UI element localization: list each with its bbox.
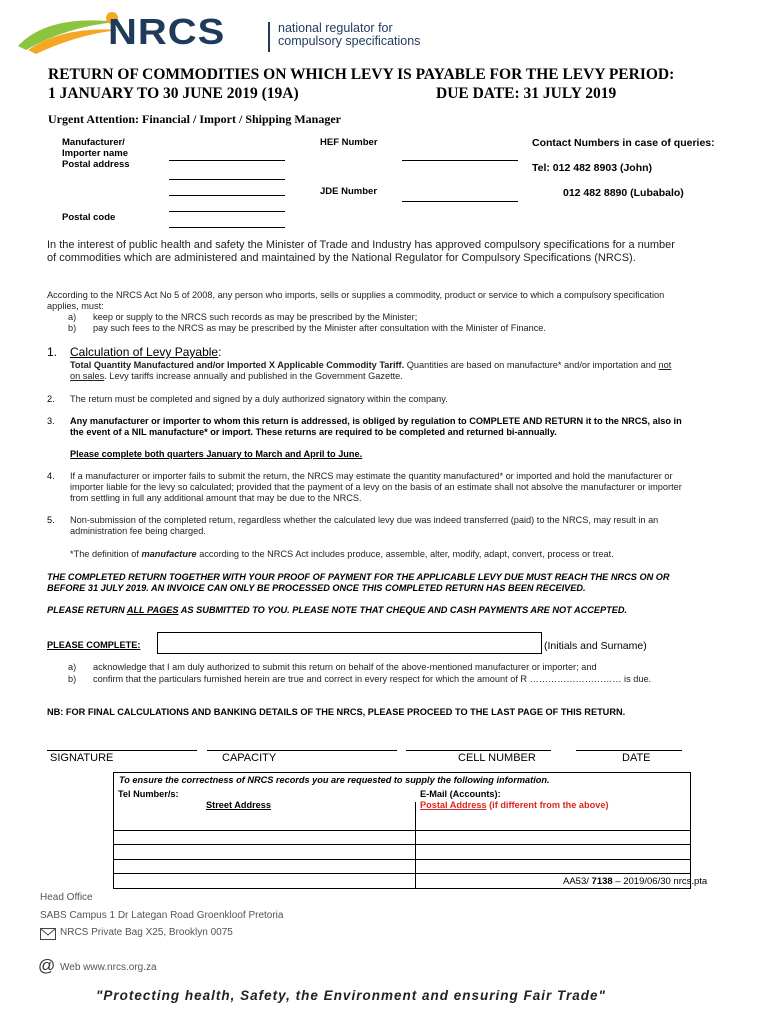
tagline	[278, 22, 420, 48]
jde-label: JDE Number	[320, 186, 378, 197]
act-item-a: keep or supply to the NRCS such records as may be prescribed by the Minister;	[93, 312, 418, 322]
due-date: DUE DATE: 31 JULY 2019	[436, 85, 617, 102]
return-notice: THE COMPLETED RETURN TOGETHER WITH YOUR PROOF OF PAYMENT FOR THE APPLICABLE LEVY DUE MUST REACH THE NRCS ON OR BEFORE 31 JULY 2019. AN INVOICE CAN ONLY BE PROCESSED ONCE THIS COMPLETED RETURN HAS BEEN RECEIVED.	[47, 572, 670, 593]
ref-number: 7138	[591, 876, 613, 887]
contact-tel-1: Tel: 012 482 8903 (John)	[532, 162, 653, 174]
postal-code-field[interactable]	[169, 227, 285, 228]
item-3-text: Any manufacturer or importer to whom this return is addressed, is obliged by regulation to COMPLETE AND RETURN it to the NRCS, also in the event of a NIL manufacture* or import. These returns are required to be completed and returned bi-annually.	[70, 416, 682, 437]
notice-tail: AS SUBMITTED TO YOU. PLEASE NOTE THAT CHEQUE AND CASH PAYMENTS ARE NOT ACCEPTED.	[178, 605, 628, 615]
act-item-b-label: b)	[68, 323, 77, 333]
all-pages: ALL PAGES	[126, 605, 179, 615]
jde-number-field[interactable]	[402, 201, 518, 202]
importer-name-field[interactable]	[169, 160, 285, 161]
confirm-b-text: confirm that the particulars furnished herein are true and correct in every respect for which the amount of R ………………………… is due.	[93, 674, 652, 684]
label-line: Manufacturer/	[62, 137, 125, 148]
tel-number-label: Tel Number/s:	[118, 789, 179, 799]
contact-tel-2: 012 482 8890 (Lubabalo)	[563, 187, 684, 199]
levy-period: 1 JANUARY TO 30 JUNE 2019 (19A)	[48, 85, 299, 102]
table-row	[114, 845, 691, 860]
confirm-b-label: b)	[68, 674, 77, 684]
table-caption: To ensure the correctness of NRCS records you are requested to supply the following information.	[119, 775, 550, 785]
notice-prefix: PLEASE RETURN	[47, 605, 127, 615]
table-cell[interactable]	[416, 845, 691, 860]
section-1-title-text: Calculation of Levy Payable	[70, 345, 219, 359]
label-line: Importer name	[62, 148, 128, 159]
levy-formula-bold: Total Quantity Manufactured and/or Imported X Applicable Commodity Tariff.	[70, 360, 405, 370]
postal-code-label: Postal code	[62, 212, 116, 223]
confirm-a-label: a)	[68, 662, 77, 672]
table-row	[114, 802, 691, 830]
date-line[interactable]	[576, 750, 682, 751]
initials-surname-label: (Initials and Surname)	[544, 640, 647, 652]
table-cell[interactable]	[416, 859, 691, 874]
not-on-sales: not on sales	[70, 360, 672, 381]
table-row	[114, 830, 691, 845]
item-3-quarters: Please complete both quarters January to March and April to June.	[70, 449, 363, 459]
postal-address-field-3[interactable]	[169, 211, 285, 212]
capacity-label: CAPACITY	[222, 752, 277, 764]
cell-number-label: CELL NUMBER	[458, 752, 536, 764]
email-cell[interactable]	[416, 789, 691, 830]
head-office-label: Head Office	[40, 892, 93, 903]
initials-surname-input[interactable]	[157, 632, 542, 654]
date-label: DATE	[622, 752, 651, 764]
item-2-text: The return must be completed and signed by a duly authorized signatory within the company.	[70, 394, 448, 404]
item-4-number: 4.	[47, 471, 55, 481]
capacity-line[interactable]	[207, 750, 397, 751]
levy-formula-text: Quantities are based on manufacture* and/or importation and	[406, 360, 656, 370]
levy-formula-tail: . Levy tariffs increase annually and published in the Government Gazette.	[104, 371, 403, 381]
table-cell[interactable]	[114, 874, 416, 889]
nb-notice: NB: FOR FINAL CALCULATIONS AND BANKING DETAILS OF THE NRCS, PLEASE PROCEED TO THE LAST PAGE OF THIS RETURN.	[47, 707, 626, 717]
hef-label: HEF Number	[320, 137, 378, 148]
item-2-number: 2.	[47, 394, 55, 404]
table-row	[114, 859, 691, 874]
item-5-number: 5.	[47, 515, 55, 525]
section-1-title	[70, 345, 221, 359]
ref-suffix: – 2019/06/30 nrcs.pta	[612, 876, 708, 887]
mail-icon	[40, 927, 56, 945]
brand-name: NRCS	[108, 12, 226, 52]
logo-divider	[268, 22, 270, 52]
at-icon: @	[38, 956, 56, 975]
email-label: E-Mail (Accounts):	[420, 789, 501, 799]
table-cell[interactable]	[416, 830, 691, 845]
table-cell[interactable]	[114, 859, 416, 874]
postal-address-field-2[interactable]	[169, 195, 285, 196]
table-cell[interactable]	[114, 830, 416, 845]
manufacturer-label	[62, 137, 130, 170]
act-item-a-label: a)	[68, 312, 77, 322]
postal-address-field-1[interactable]	[169, 179, 285, 180]
act-item-b: pay such fees to the NRCS as may be prescribed by the Minister after consultation with the Minister of Finance.	[93, 323, 546, 333]
hef-number-field[interactable]	[402, 160, 518, 161]
document-reference	[563, 876, 707, 887]
definition-text: according to the NRCS Act includes produce, assemble, alter, modify, adapt, convert, process or treat.	[196, 549, 614, 559]
tel-number-cell[interactable]	[114, 789, 416, 830]
postal-bag-address: NRCS Private Bag X25, Brooklyn 0075	[60, 927, 233, 938]
contact-heading: Contact Numbers in case of queries:	[532, 137, 715, 149]
street-address-label: Street Address	[206, 800, 272, 810]
postal-address-heading: Postal Address	[420, 800, 487, 810]
definition-term: manufacture	[141, 549, 197, 559]
act-paragraph: According to the NRCS Act No 5 of 2008, any person who imports, sells or supplies a commodity, product or service to which a compulsory specification applies, must:	[47, 290, 665, 311]
confirm-a-text: acknowledge that I am duly authorized to submit this return on behalf of the above-mentioned manufacturer or importer; and	[93, 662, 597, 672]
item-4-text: If a manufacturer or importer fails to submit the return, the NRCS may estimate the quantity manufactured* or imported and hold the manufacturer or importer liable for the levy so calculated; provided that the payment of a levy on the basis of an estimate shall not absolve the manufacturer or importer from settling in full any additional amount that may be due to the NRCS.	[70, 471, 682, 503]
section-1-number: 1.	[47, 345, 58, 359]
postal-address-note: (if different from the above)	[486, 800, 609, 810]
levy-formula	[70, 360, 684, 382]
ref-prefix: AA53/	[563, 876, 592, 887]
footer-slogan: "Protecting health, Safety, the Environment and ensuring Fair Trade"	[96, 988, 606, 1003]
postal-address-label	[420, 800, 686, 811]
item-3-number: 3.	[47, 416, 55, 426]
tagline-line2: compulsory specifications	[278, 34, 421, 48]
definition-prefix: *The definition of	[70, 549, 142, 559]
tagline-line1: national regulator for	[278, 21, 393, 35]
intro-paragraph: In the interest of public health and safety the Minister of Trade and Industry has approved compulsory specifications for a number of commodities which are administered and maintained by the National Regulator for Compulsory Specifications (NRCS).	[47, 239, 675, 264]
table-cell[interactable]	[114, 845, 416, 860]
website-link[interactable]: Web www.nrcs.org.za	[60, 962, 157, 973]
return-all-pages-notice	[47, 605, 684, 616]
signature-label: SIGNATURE	[50, 752, 114, 764]
page-title: RETURN OF COMMODITIES ON WHICH LEVY IS PAYABLE FOR THE LEVY PERIOD:	[48, 66, 675, 83]
item-5-text: Non-submission of the completed return, regardless whether the calculated levy due was indeed transferred (paid) to the NRCS, may result in an administration fee being charged.	[70, 515, 659, 536]
head-office-address: SABS Campus 1 Dr Lategan Road Groenkloof Pretoria	[40, 910, 284, 921]
manufacture-definition	[70, 549, 684, 560]
signature-line[interactable]	[47, 750, 197, 751]
cell-number-line[interactable]	[406, 750, 551, 751]
label-line: Postal address	[62, 159, 130, 170]
section-1-colon: :	[218, 345, 222, 359]
please-complete-label: PLEASE COMPLETE:	[47, 640, 141, 650]
urgent-attention: Urgent Attention: Financial / Import / Shipping Manager	[48, 112, 342, 126]
